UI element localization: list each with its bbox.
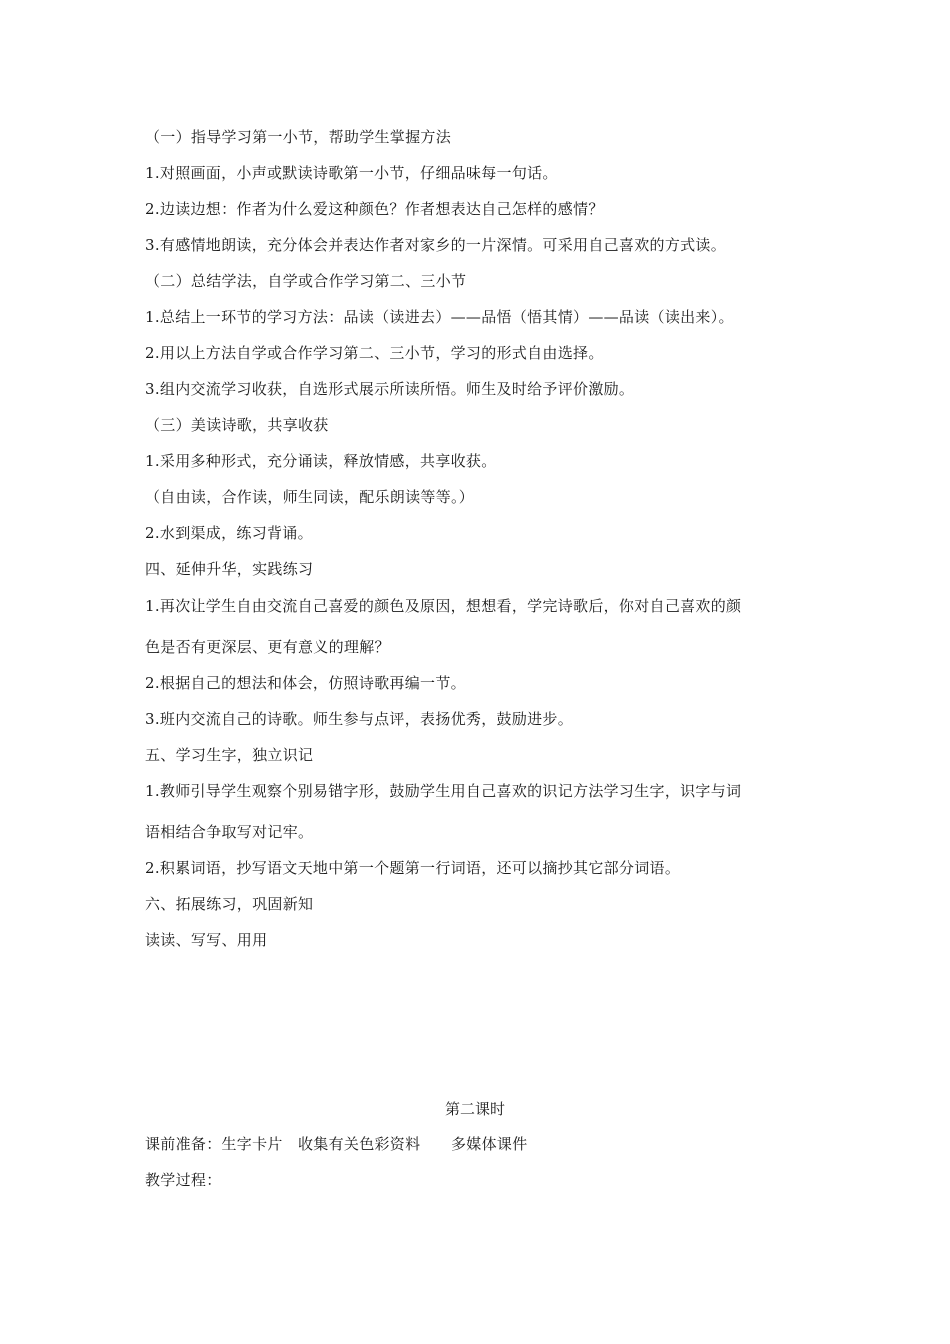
paragraph-line: 1.再次让学生自由交流自己喜爱的颜色及原因，想想看，学完诗歌后，你对自己喜欢的颜	[145, 597, 742, 615]
paragraph-line: 语相结合争取写对记牢。	[145, 823, 314, 841]
paragraph-line: 2.根据自己的想法和体会，仿照诗歌再编一节。	[145, 674, 466, 692]
subheading-1: （一）指导学习第一小节，帮助学生掌握方法	[145, 128, 452, 146]
paragraph-line: 色是否有更深层、更有意义的理解？	[145, 638, 390, 656]
paragraph-line: 1.采用多种形式，充分诵读，释放情感，共享收获。	[145, 452, 497, 470]
paragraph-line: （自由读，合作读，师生同读，配乐朗读等等。）	[145, 488, 475, 506]
paragraph-line: 2.积累词语，抄写语文天地中第一个题第一行词语，还可以摘抄其它部分词语。	[145, 859, 681, 877]
paragraph-line: 2.用以上方法自学或合作学习第二、三小节，学习的形式自由选择。	[145, 344, 604, 362]
paragraph-line: 1.对照画面，小声或默读诗歌第一小节，仔细品味每一句话。	[145, 164, 558, 182]
paragraph-line: 1.教师引导学生观察个别易错字形，鼓励学生用自己喜欢的识记方法学习生字，识字与词	[145, 782, 742, 800]
subheading-3: （三）美读诗歌，共享收获	[145, 416, 329, 434]
process-line: 教学过程：	[145, 1171, 222, 1189]
paragraph-line: 3.班内交流自己的诗歌。师生参与点评，表扬优秀，鼓励进步。	[145, 710, 574, 728]
paragraph-line: 3.组内交流学习收获，自选形式展示所读所悟。师生及时给予评价激励。	[145, 380, 635, 398]
paragraph-line: 3.有感情地朗读，充分体会并表达作者对家乡的一片深情。可采用自己喜欢的方式读。	[145, 236, 727, 254]
prep-line: 课前准备：生字卡片 收集有关色彩资料 多媒体课件	[145, 1135, 528, 1153]
subheading-2: （二）总结学法，自学或合作学习第二、三小节	[145, 272, 467, 290]
paragraph-line: 1.总结上一环节的学习方法：品读（读进去）——品悟（悟其情）——品读（读出来）。	[145, 308, 734, 326]
section-heading-6: 六、拓展练习，巩固新知	[145, 895, 314, 913]
paragraph-line: 读读、写写、用用	[145, 931, 268, 949]
paragraph-line: 2.水到渠成，练习背诵。	[145, 524, 313, 542]
section-heading-5: 五、学习生字，独立识记	[145, 746, 314, 764]
section-title: 第二课时	[444, 1100, 505, 1118]
paragraph-line: 2.边读边想：作者为什么爱这种颜色？作者想表达自己怎样的感情？	[145, 200, 604, 218]
section-heading-4: 四、延伸升华，实践练习	[145, 560, 314, 578]
